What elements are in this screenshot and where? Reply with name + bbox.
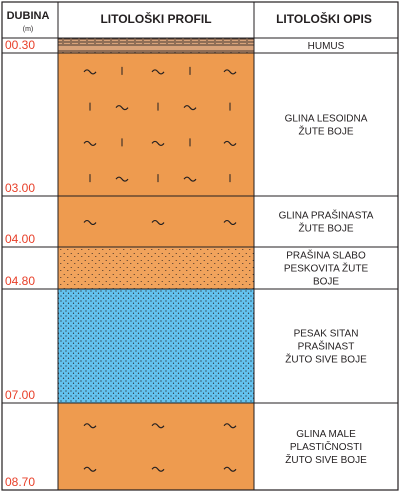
depth-column-title: DUBINA [6,10,50,22]
depth-label: 07.00 [5,388,36,402]
layer-description-line: GLINA MALE [296,429,356,440]
layer-pesak-sitan [58,289,254,403]
depth-column [5,38,35,489]
profile-column-title: LITOLOŠKI PROFIL [100,12,212,26]
layer-description-line: ŽUTE BOJE [298,223,354,235]
description-column [279,41,374,466]
sand-dots [58,247,254,289]
humus-hatch [58,38,254,53]
layer-description-line: PESAK SITAN [293,328,359,340]
layer-description-line: PESKOVITA ŽUTE [283,263,369,275]
depth-label: 04.80 [5,274,36,288]
layer-description-line: GLINA PRAŠINASTA [278,210,374,222]
layer-description-line: BOJE [312,276,340,288]
layer-glina-male-plasticnosti [58,403,254,490]
sand-dots [58,289,254,403]
layer-description-line: ŽUTE BOJE [298,126,354,138]
header-row [7,10,372,33]
layer-fill [58,53,254,196]
layer-description-line: PLASTIČNOSTI [289,442,363,453]
layer-glina-prasinasta [58,196,254,247]
depth-unit: (m) [22,26,34,33]
depth-label: 03.00 [5,181,36,195]
layer-prasina-peskovita [58,247,254,289]
layer-description-line: ŽUTO SIVE BOJE [285,455,367,466]
depth-label: 08.70 [5,475,36,489]
layer-description-line: PRAŠINA SLABO [286,250,366,262]
layer-description-line: GLINA LESOIDNA [284,113,368,125]
profile-column [58,38,254,490]
layer-description-line: ŽUTO SIVE BOJE [285,354,367,366]
layer-humus [58,38,254,53]
depth-label: 04.00 [5,232,36,246]
layer-description-line: PRAŠINAST [297,341,355,353]
depth-label: 00.30 [5,38,36,52]
layer-glina-lesoidna [58,53,254,196]
description-column-title: LITOLOŠKI OPIS [276,12,372,26]
layer-fill [58,403,254,490]
layer-description-line: HUMUS [307,41,345,52]
